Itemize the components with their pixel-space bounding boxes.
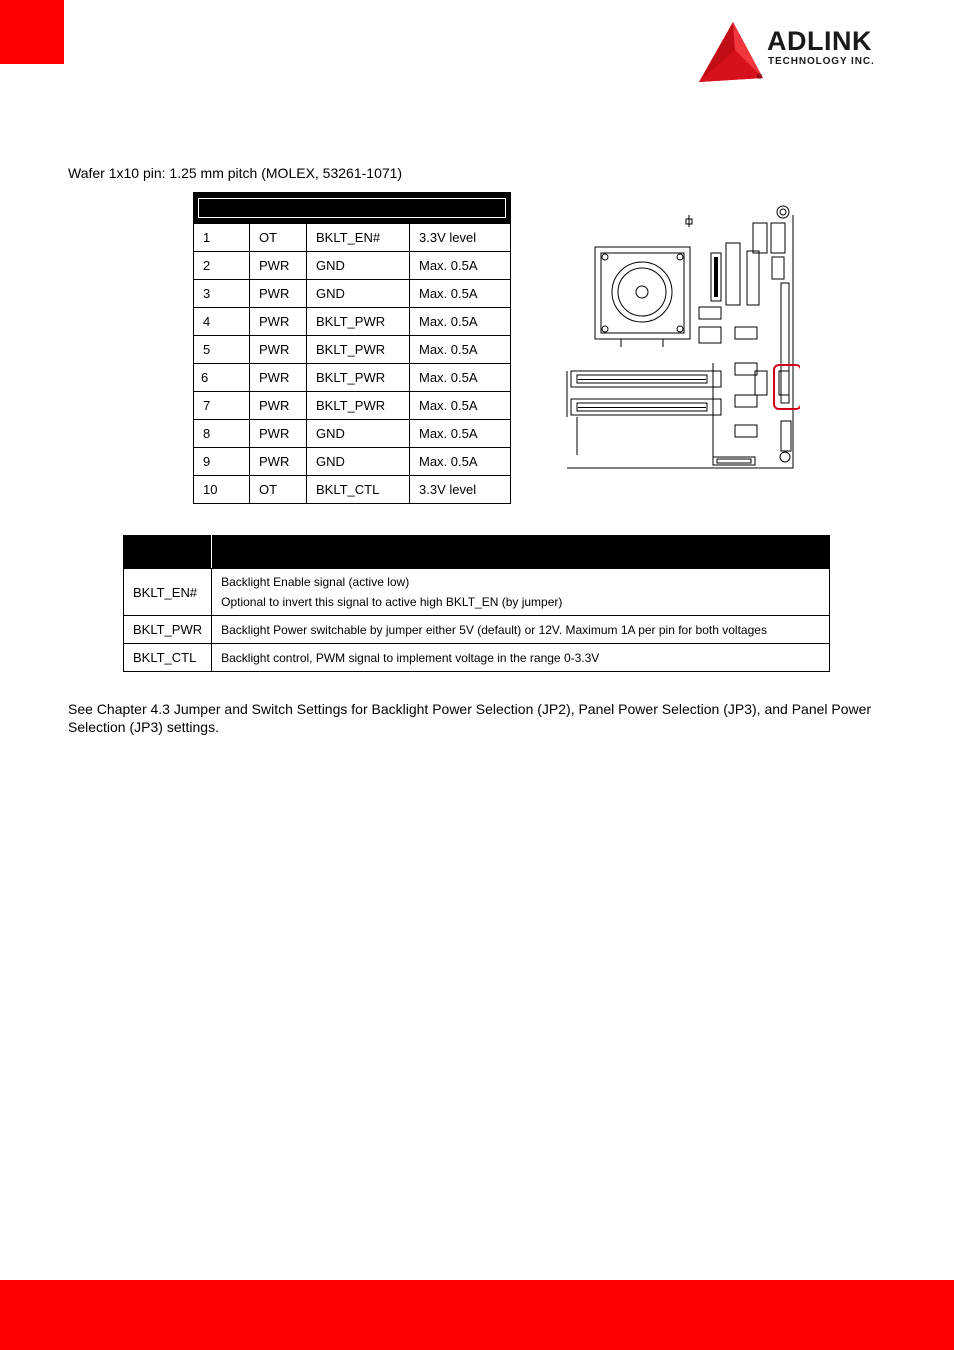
- signal-description-line: Backlight Enable signal (active low): [221, 575, 410, 589]
- pin-row: [194, 336, 511, 364]
- pin-table-header: [194, 193, 511, 224]
- signal-description-line: Backlight control, PWM signal to implement voltage in the range 0-3.3V: [221, 650, 600, 665]
- pin-cell-type: PWR: [250, 448, 307, 476]
- pin-cell-pin: 5: [194, 336, 250, 364]
- pin-cell-note: 3.3V level: [410, 224, 511, 252]
- pin-cell-type: OT: [250, 476, 307, 504]
- registered-mark: ®: [757, 74, 763, 81]
- signal-name-cell: BKLT_CTL: [124, 644, 212, 672]
- footer-red-bar: [0, 1280, 954, 1350]
- pin-row: [194, 476, 511, 504]
- signal-description-line: Backlight Power switchable by jumper either 5V (default) or 12V. Maximum 1A per pin for both voltages: [221, 622, 767, 637]
- pin-row: [194, 252, 511, 280]
- signal-description-cell: [212, 644, 830, 672]
- pin-cell-type: PWR: [250, 420, 307, 448]
- pin-cell-pin: 9: [194, 448, 250, 476]
- pin-cell-signal: BKLT_PWR: [307, 336, 410, 364]
- pin-cell-signal: BKLT_EN#: [307, 224, 410, 252]
- pin-cell-signal: GND: [307, 420, 410, 448]
- pin-table-header-cell: [194, 193, 511, 224]
- pin-cell-pin: 4: [194, 308, 250, 336]
- pin-row: [194, 224, 511, 252]
- signal-description-line: Optional to invert this signal to active high BKLT_EN (by jumper): [221, 595, 563, 609]
- pin-row: [194, 280, 511, 308]
- signal-row: [124, 644, 830, 672]
- pin-row: [194, 420, 511, 448]
- jumper-settings-note: See Chapter 4.3 Jumper and Switch Settings for Backlight Power Selection (JP2), Panel Power Selection (JP3), and Panel Power Selection (JP3) settings.: [68, 701, 872, 735]
- pin-cell-signal: BKLT_PWR: [307, 392, 410, 420]
- pin-cell-type: PWR: [250, 280, 307, 308]
- signal-table-header-col2: [212, 536, 830, 569]
- pin-table-body: [194, 224, 511, 504]
- pin-cell-pin: 6: [194, 364, 250, 392]
- pin-row: [194, 308, 511, 336]
- signal-row: [124, 569, 830, 616]
- pin-cell-pin: 7: [194, 392, 250, 420]
- signal-description-table: [123, 535, 830, 672]
- pin-row: [194, 392, 511, 420]
- pin-cell-pin: 1: [194, 224, 250, 252]
- signal-name-cell: BKLT_EN#: [124, 569, 212, 616]
- header-red-tab: [0, 0, 64, 64]
- signal-name-cell: BKLT_PWR: [124, 616, 212, 644]
- pin-cell-type: PWR: [250, 252, 307, 280]
- signal-table-body: [124, 569, 830, 672]
- pin-cell-note: 3.3V level: [410, 476, 511, 504]
- pin-cell-note: Max. 0.5A: [410, 364, 511, 392]
- pin-cell-note: Max. 0.5A: [410, 448, 511, 476]
- pin-cell-signal: BKLT_CTL: [307, 476, 410, 504]
- pin-cell-note: Max. 0.5A: [410, 280, 511, 308]
- pin-assignment-table: [193, 192, 511, 504]
- pin-cell-type: PWR: [250, 308, 307, 336]
- pin-cell-signal: GND: [307, 280, 410, 308]
- pin-cell-note: Max. 0.5A: [410, 336, 511, 364]
- pin-cell-note: Max. 0.5A: [410, 308, 511, 336]
- pin-row: [194, 448, 511, 476]
- signal-table-header-col1: [124, 536, 212, 569]
- pin-cell-type: PWR: [250, 364, 307, 392]
- adlink-logo: [695, 20, 910, 84]
- connector-intro: Wafer 1x10 pin: 1.25 mm pitch (MOLEX, 53261-1071): [68, 165, 403, 181]
- pin-cell-pin: 10: [194, 476, 250, 504]
- pin-cell-type: PWR: [250, 336, 307, 364]
- pin-cell-signal: GND: [307, 252, 410, 280]
- pin-cell-pin: 3: [194, 280, 250, 308]
- pin-cell-pin: 8: [194, 420, 250, 448]
- pin-row: [194, 364, 511, 392]
- signal-row: [124, 616, 830, 644]
- pin-cell-type: PWR: [250, 392, 307, 420]
- pin-cell-note: Max. 0.5A: [410, 252, 511, 280]
- pin-cell-note: Max. 0.5A: [410, 420, 511, 448]
- pin-cell-signal: BKLT_PWR: [307, 364, 410, 392]
- board-layout-diagram: [565, 203, 800, 471]
- signal-description-cell: [212, 616, 830, 644]
- logo-name: ADLINK: [767, 26, 872, 56]
- adlink-triangle-icon: [695, 20, 765, 84]
- logo-tagline: TECHNOLOGY INC.: [768, 56, 875, 67]
- signal-table-header: [124, 536, 830, 569]
- pin-cell-type: OT: [250, 224, 307, 252]
- pin-cell-pin: 2: [194, 252, 250, 280]
- pin-cell-note: Max. 0.5A: [410, 392, 511, 420]
- pin-cell-signal: BKLT_PWR: [307, 308, 410, 336]
- signal-description-cell: [212, 569, 830, 616]
- pin-cell-signal: GND: [307, 448, 410, 476]
